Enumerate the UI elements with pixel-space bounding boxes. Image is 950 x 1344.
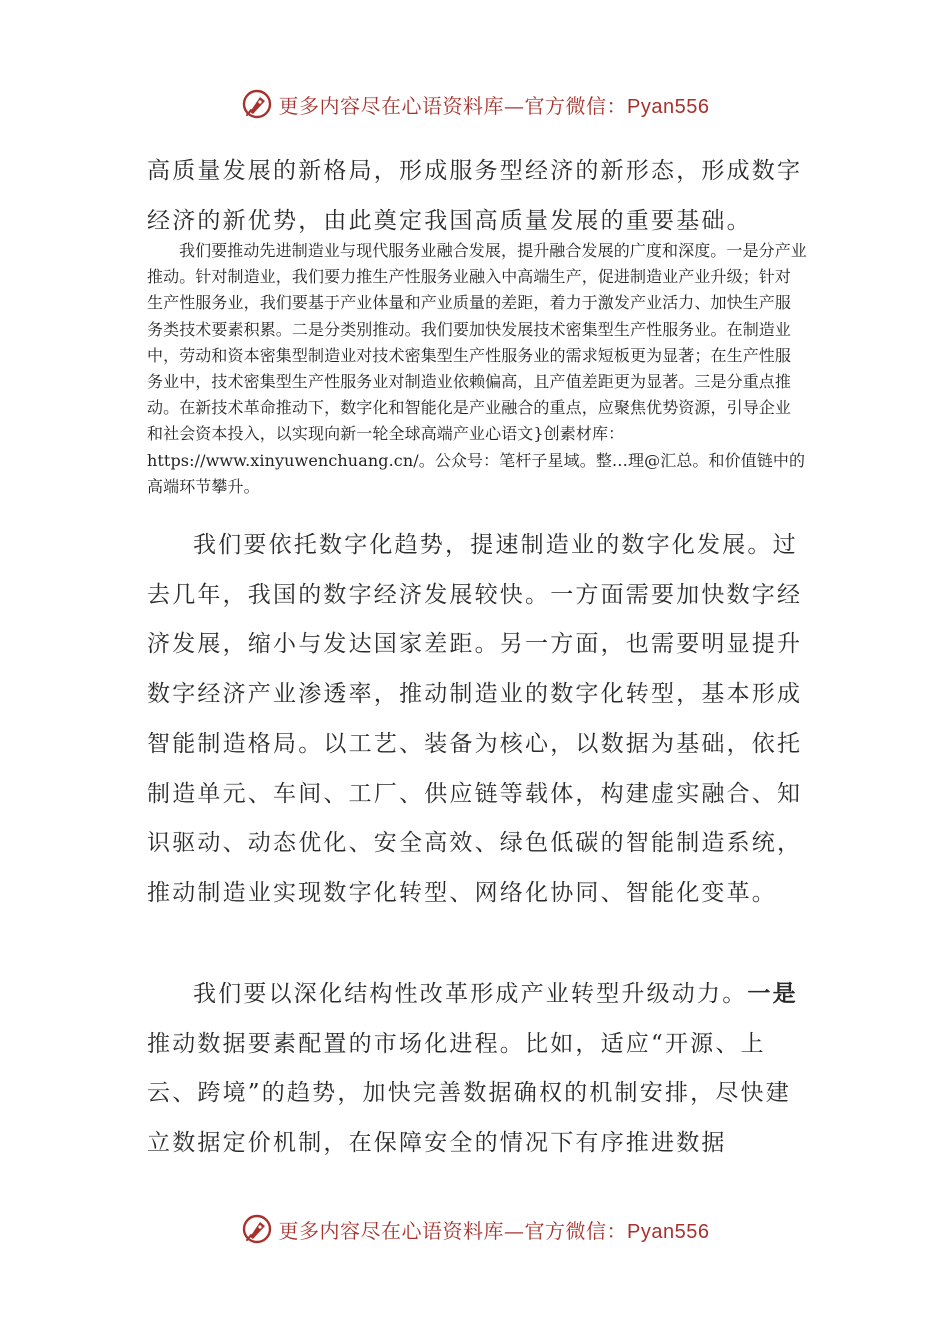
pen-nib-circle-icon — [241, 88, 273, 120]
header-banner — [0, 82, 950, 126]
bold-lead: 一是 — [747, 980, 798, 1007]
footer-banner — [0, 1207, 950, 1251]
header-banner-text: 更多内容尽在心语资料库—官方微信：Pyan556 — [278, 93, 710, 118]
paragraph-1: 高质量发展的新格局，形成服务型经济的新形态，形成数字经济的新优势，由此奠定我国高质量发展的重要基础。 — [147, 158, 803, 234]
footer-banner-text: 更多内容尽在心语资料库—官方微信：Pyan556 — [278, 1218, 710, 1243]
wechat-id: Pyan556 — [627, 1220, 710, 1243]
pen-nib-circle-icon — [241, 1213, 273, 1245]
paragraph-2: 我们要推动先进制造业与现代服务业融合发展，提升融合发展的广度和深度。一是分产业推动。针对制造业，我们要力推生产性服务业融入中高端生产，促进制造业产业升级；针对生产性服务业，我们要基于产业体量和产业质量的差距，着力于激发产业活力、加快生产服务类技术要素积累。二是分类别推动。我们要加快发展技术密集型生产性服务业。在制造业中，劳动和资本密集型制造业对技术密集型生产性服务业的需求短板更为显著；在生产性服务业中，技术密集型生产性服务业对制造业依赖偏高，且产值差距更为显著。三是分重点推动。在新技术革命推动下，数字化和智能化是产业融合的重点，应聚焦优势资源，引导企业和社会资本投入，以实现向新一轮全球高端产业心语文}创素材库：https://www.xinyuwenchuang.cn/。公众号：笔杆子星域。整…理@汇总。和价值链中的高端环节攀升。 — [147, 241, 807, 496]
paragraph-4: 我们要以深化结构性改革形成产业转型升级动力。一是推动数据要素配置的市场化进程。比如，适应“开源、上云、跨境”的趋势，加快完善数据确权的机制安排，尽快建立数据定价机制，在保障安全的情况下有序推进数据 — [147, 980, 798, 1157]
wechat-id: Pyan556 — [627, 95, 710, 118]
paragraph-3: 我们要依托数字化趋势，提速制造业的数字化发展。过去几年，我国的数字经济发展较快。一方面需要加快数字经济发展，缩小与发达国家差距。另一方面，也需要明显提升数字经济产业渗透率，推动制造业的数字化转型，基本形成智能制造格局。以工艺、装备为核心，以数据为基础，依托制造单元、车间、工厂、供应链等载体，构建虚实融合、知识驱动、动态优化、安全高效、绿色低碳的智能制造系统，推动制造业实现数字化转型、网络化协同、智能化变革。 — [147, 532, 803, 906]
